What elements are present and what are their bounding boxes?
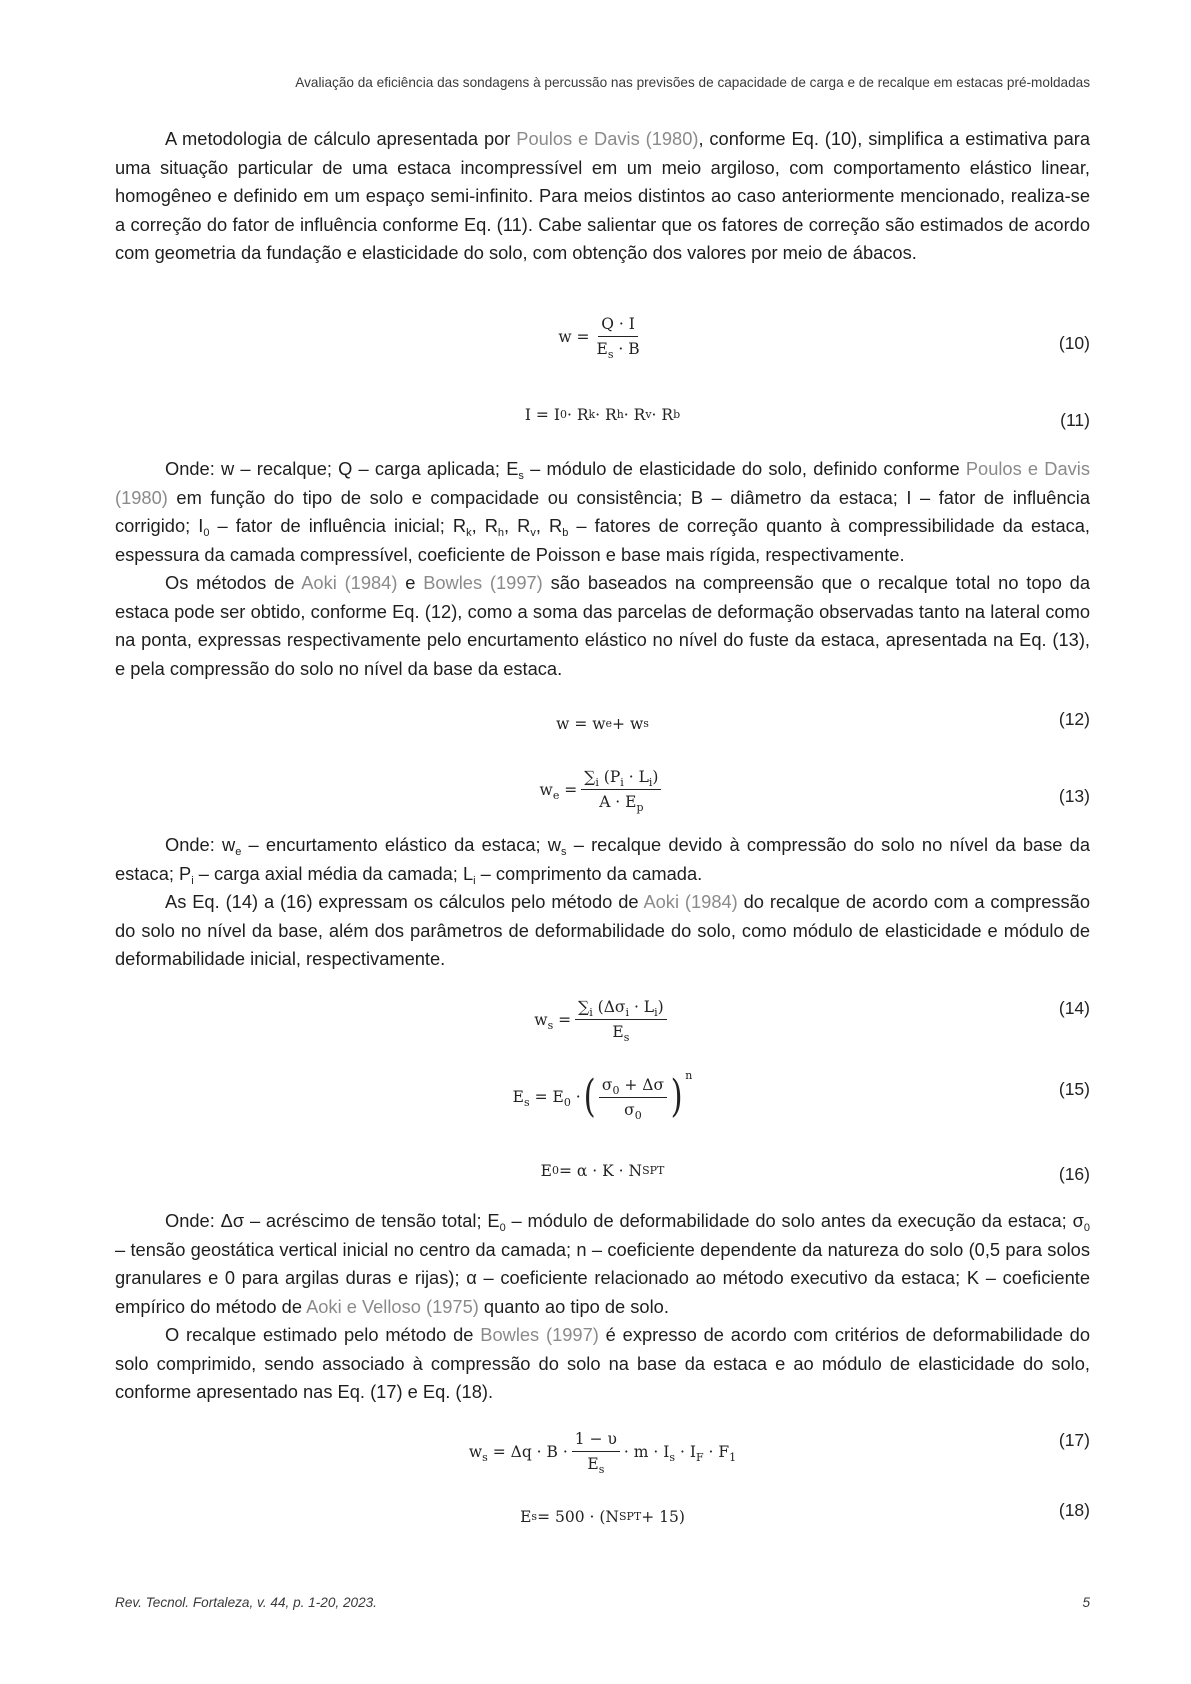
subscript: k [466, 527, 472, 539]
denominator [594, 337, 643, 361]
subscript: 0 [499, 1222, 506, 1234]
numerator: Q · I [598, 315, 638, 337]
subscript: s [561, 846, 567, 858]
text: – encurtamento elástico da estaca; w [241, 834, 561, 855]
text: E [520, 1508, 532, 1526]
paragraph-6 [115, 1207, 1090, 1321]
equation-body: I = I 0 · R k · R h · R v · R b [524, 406, 681, 424]
text: w [534, 1010, 548, 1029]
numerator [581, 768, 661, 790]
eq-lhs [539, 780, 578, 802]
text: E [587, 1455, 599, 1473]
denominator [609, 1020, 632, 1044]
subscript: i [191, 874, 194, 887]
subscript: s [607, 348, 614, 361]
equation-body [115, 1068, 1090, 1122]
text: (P [598, 768, 621, 786]
text: · [570, 1088, 581, 1106]
equation-15 [115, 1068, 1090, 1145]
equation-number: (14) [1058, 998, 1090, 1018]
text: – comprimento da camada. [475, 862, 703, 884]
subscript: s [623, 1031, 630, 1044]
text: – fatores de correção quanto à compressibilidade da estaca, espessura da camada compressível, coeficiente de Poisson e base mais rígida, respectivamente. [115, 515, 1090, 565]
text: = Δq · B · [487, 1442, 568, 1461]
numerator [575, 998, 667, 1020]
subscript: e [235, 846, 242, 858]
equation-number: (15) [1058, 1079, 1090, 1099]
subscript: i [595, 776, 599, 789]
paragraph-2 [115, 455, 1090, 569]
subscript: 0 [563, 1096, 571, 1109]
citation-link[interactable]: Aoki e Velloso (1975) [306, 1295, 479, 1317]
denominator [584, 1452, 607, 1476]
text: w = w [556, 715, 606, 733]
text: = E [529, 1088, 564, 1106]
text: – módulo de elasticidade do solo, definido conforme [523, 458, 966, 479]
text: do recalque de acordo com a compressão do solo no nível da base, além dos parâmetros de deformabilidade do solo, como módulo de elasticidade e módulo de deformabilidade inicial, respectivamente. [115, 891, 1090, 969]
journal-name: Rev. Tecnol. Fortaleza [115, 1595, 250, 1610]
citation-link[interactable]: Poulos e Davis (1980) [115, 458, 1091, 508]
subscript: h [497, 527, 505, 539]
equation-14 [115, 998, 1090, 1048]
text: – carga axial média da camada; L [193, 862, 474, 884]
equation-13 [115, 768, 1090, 818]
text: · R [651, 406, 674, 424]
text: w [468, 1442, 483, 1461]
equation-12 [115, 705, 1090, 755]
footer-citation [115, 1595, 377, 1610]
subscript: s [547, 1018, 554, 1032]
fraction [599, 1075, 667, 1122]
text: σ [624, 1100, 635, 1119]
numerator [599, 1076, 667, 1098]
subscript: 0 [634, 1108, 642, 1122]
eq-lhs [534, 1010, 572, 1032]
text: Os métodos de [165, 572, 302, 593]
text: = 500 · (N [537, 1508, 619, 1526]
equation-10 [115, 315, 1090, 365]
denominator [596, 790, 646, 814]
text: é expresso de acordo com critérios de deformabilidade do solo comprimido, sendo associado à compressão do solo na base da estaca e ao módulo de elasticidade do solo, conforme apresentado nas Eq. (17) e Eq. (18). [115, 1324, 1091, 1402]
text: = α · K · N [558, 1162, 643, 1180]
equation-18 [115, 1500, 1090, 1550]
eq-lhs [468, 1442, 568, 1464]
equation-body [115, 1430, 1090, 1476]
text: · I [675, 1442, 696, 1461]
text: As Eq. (14) a (16) expressam os cálculos pelo método de [165, 891, 644, 912]
text: são baseados na compreensão que o recalque total no topo da estaca pode ser obtido, conforme Eq. (12), como a soma das parcelas de deformação observadas tanto na lateral como na ponta, expressas respectivamente pelo encurtamento elástico no nível do fuste da estaca, apresentada na Eq. (13), e pela compressão do solo no nível da base da estaca. [115, 572, 1090, 679]
equation-number: (13) [1058, 786, 1090, 806]
text: E [512, 1088, 524, 1106]
subscript: i [589, 1006, 593, 1019]
text: E [596, 340, 608, 358]
subscript: s [598, 1463, 605, 1476]
text: – fator de influência inicial; R [209, 515, 467, 536]
text: quanto ao tipo de solo. [478, 1295, 669, 1317]
subscript: s [482, 1450, 488, 1464]
subscript: 0 [1083, 1222, 1090, 1234]
paragraph-3 [115, 569, 1090, 683]
subscript: s [524, 1096, 530, 1109]
page-number: 5 [1082, 1595, 1090, 1610]
subscript: v [530, 527, 536, 539]
eq-rhs [623, 1442, 737, 1464]
text: A · E [599, 793, 637, 811]
equation-body: E s = 500 · (N SPT + 15) [520, 1508, 685, 1526]
citation-link[interactable]: Aoki (1984) [301, 572, 398, 593]
equation-17 [115, 1430, 1090, 1480]
numerator: 1 − υ [572, 1430, 620, 1452]
subscript: p [636, 801, 644, 814]
equation-number: (12) [1058, 709, 1090, 729]
equation-body [115, 768, 1090, 814]
text: · R [623, 406, 646, 424]
citation-link[interactable]: Poulos e Davis (1980) [516, 128, 699, 149]
sum-symbol: ∑ [578, 998, 590, 1016]
text: = [553, 1010, 572, 1029]
text: + w [612, 715, 644, 733]
citation-link[interactable]: Bowles (1997) [423, 572, 543, 593]
subscript: i [473, 874, 476, 887]
right-parenthesis: ) [670, 1071, 683, 1122]
subscript: i [654, 1006, 658, 1019]
text: – módulo de deformabilidade do solo antes da execução da estaca; σ [505, 1210, 1084, 1231]
text: – tensão geostática vertical inicial no centro da camada; n – coeficiente dependente da natureza do solo (0,5 para solos granulares e 0 para argilas duras e rijas); α – coeficiente relacionado ao método executivo da estaca; K – coeficiente empírico do método de [115, 1238, 1090, 1317]
text: , R [471, 515, 498, 536]
equation-number: (18) [1058, 1500, 1090, 1520]
text: · m · I [623, 1442, 670, 1461]
eq-lhs: w = [558, 327, 590, 346]
text: · B [613, 340, 640, 358]
fraction [572, 1430, 620, 1476]
subscript: 0 [612, 1083, 620, 1097]
text: ) [657, 998, 664, 1016]
paragraph-5 [115, 888, 1090, 974]
text: · R [566, 406, 589, 424]
text: + 15) [641, 1508, 685, 1526]
subscript: i [620, 776, 624, 789]
equation-number: (17) [1058, 1430, 1090, 1450]
paragraph-1 [115, 125, 1090, 268]
subscript: i [625, 1006, 630, 1019]
subscript: 0 [203, 527, 210, 539]
running-header: Avaliação da eficiência das sondagens à percussão nas previsões de capacidade de carga e de recalque em estacas pré-moldadas [295, 75, 1090, 90]
text: , conforme Eq. (10), simplifica a estimativa para uma situação particular de uma estaca incompressível em um meio argiloso, com comportamento elástico linear, homogêneo e definido em um espaço semi-infinito. Para meios distintos ao caso anteriormente mencionado, realiza-se a correção do fator de influência conforme Eq. (11). Cabe salientar que os fatores de correção são estimados de acordo com geometria da fundação e elasticidade do solo, com obtenção dos valores por meio de ábacos. [115, 128, 1090, 263]
fraction [575, 998, 667, 1044]
text: Onde: w – recalque; Q – carga aplicada; E [165, 458, 519, 479]
paragraph-4 [115, 831, 1090, 888]
exponent: n [685, 1068, 693, 1082]
text: – recalque devido à compressão do solo no nível da base da estaca; P [115, 834, 1090, 884]
denominator [621, 1098, 645, 1122]
text: ) [652, 768, 659, 786]
text: A metodologia de cálculo apresentada por [165, 128, 517, 149]
text: σ [601, 1075, 613, 1094]
subscript: s [669, 1450, 676, 1464]
equation-body [115, 315, 1090, 361]
sum-symbol: ∑ [584, 768, 596, 786]
left-parenthesis: ( [583, 1071, 596, 1122]
text: e [397, 572, 424, 593]
citation-link[interactable]: Bowles (1997) [480, 1324, 599, 1345]
text: Onde: Δσ – acréscimo de tensão total; E [165, 1210, 500, 1231]
text: · L [629, 998, 655, 1016]
equation-number: (10) [1058, 333, 1090, 353]
subscript: e [552, 788, 560, 802]
equation-body [115, 998, 1090, 1044]
subscript: s [518, 470, 524, 482]
text: w [539, 780, 553, 799]
text: O recalque estimado pelo método de [165, 1324, 481, 1345]
text: · R [595, 406, 617, 424]
subscript: b [562, 527, 569, 539]
equation-11 [115, 400, 1090, 450]
text: E [612, 1023, 624, 1041]
equation-number: (16) [1058, 1164, 1090, 1184]
text: (Δσ [592, 998, 626, 1016]
fraction [581, 768, 661, 814]
journal-details: , v. 44, p. 1-20, 2023. [249, 1595, 377, 1610]
text: Onde: w [165, 834, 236, 855]
paragraph-7 [115, 1321, 1090, 1407]
fraction [594, 315, 643, 361]
text: I = I [524, 406, 560, 424]
subscript: 1 [729, 1450, 737, 1464]
equation-16 [115, 1160, 1090, 1210]
equation-number: (11) [1060, 410, 1090, 430]
citation-link[interactable]: Aoki (1984) [643, 891, 738, 912]
text: em função do tipo de solo e compacidade ou consistência; B – diâmetro da estaca; I – fator de influência corrigido; I [115, 486, 1090, 536]
text: , R [535, 515, 563, 536]
subscript: i [648, 776, 653, 789]
eq-lhs [512, 1088, 581, 1109]
text: · L [623, 768, 649, 786]
equation-body: E 0 = α · K · N SPT [540, 1162, 665, 1180]
text: = [559, 780, 578, 799]
subscript: F [695, 1450, 704, 1464]
text: E [540, 1162, 552, 1180]
text: , R [504, 515, 531, 536]
text: · F [703, 1442, 730, 1461]
text: + Δσ [619, 1075, 665, 1094]
equation-body: w = w e + w s [556, 715, 649, 733]
